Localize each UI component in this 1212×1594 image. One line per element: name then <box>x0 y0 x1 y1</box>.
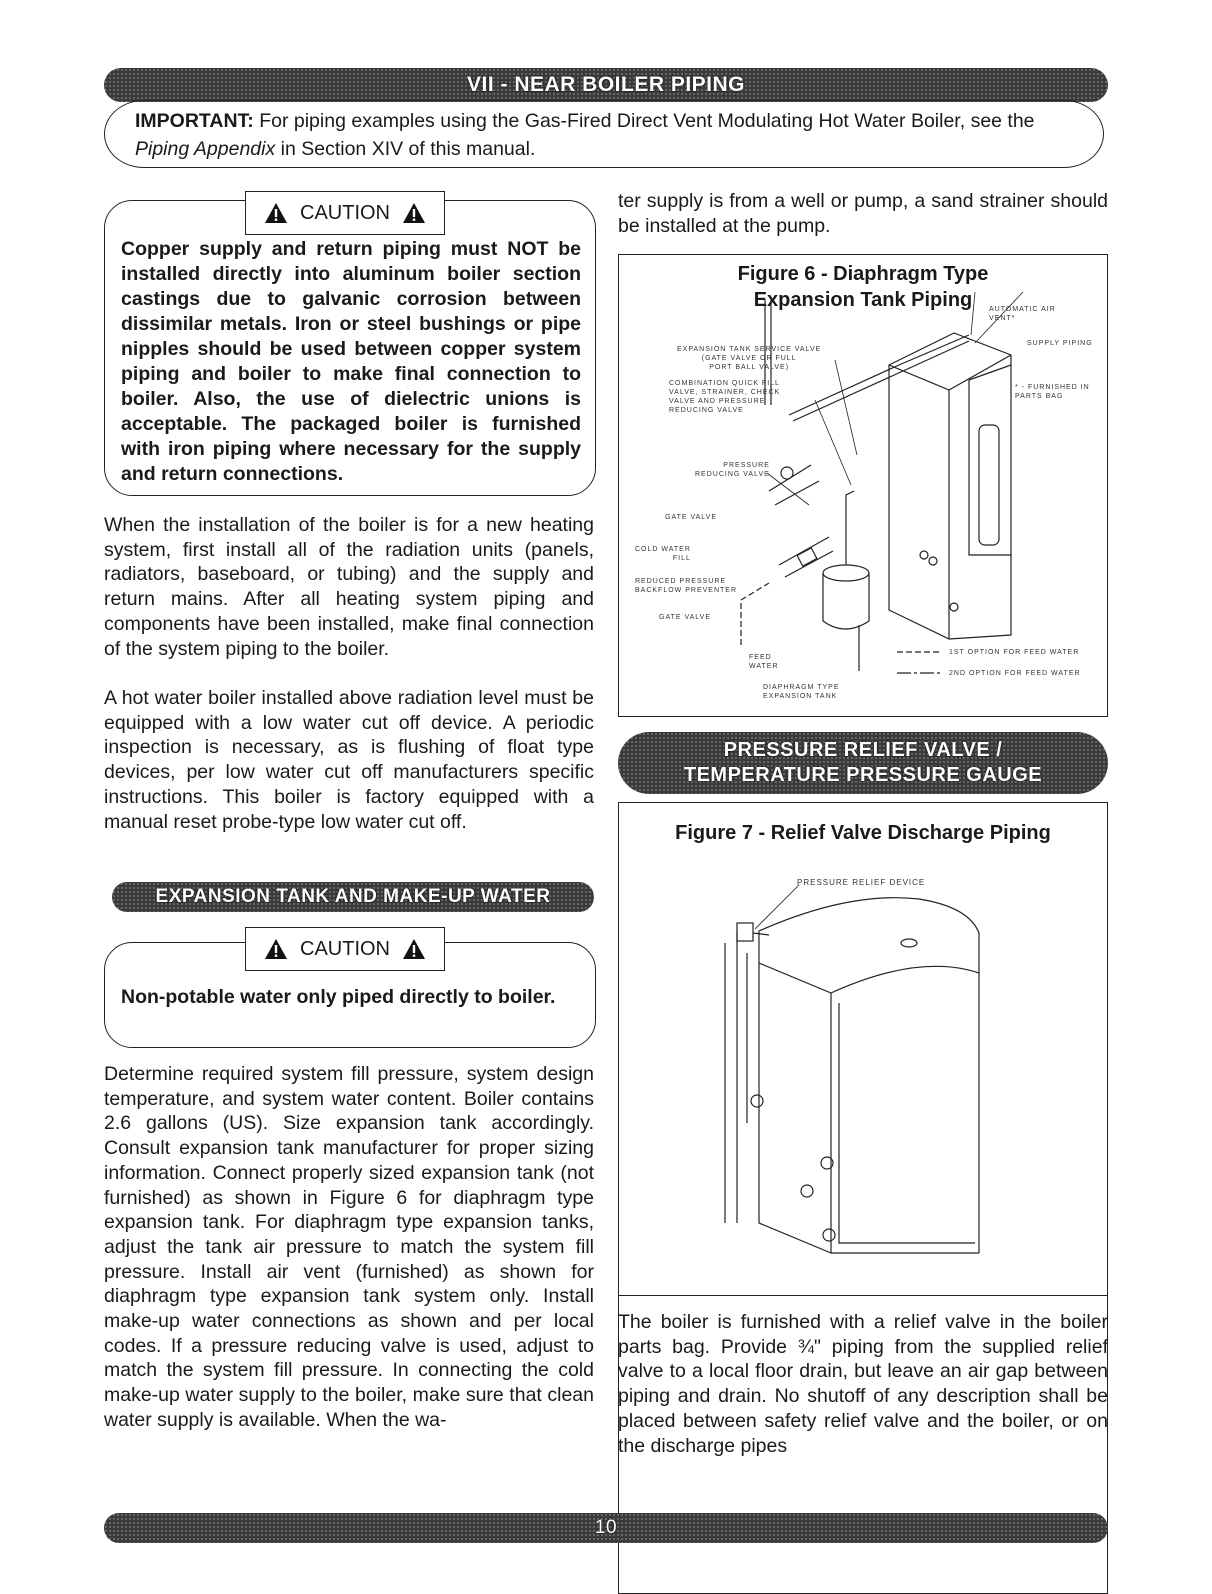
section-banner <box>104 68 1108 102</box>
label-pressure-relief-device: PRESSURE RELIEF DEVICE <box>797 878 926 887</box>
relief-heading-line-2: TEMPERATURE PRESSURE GAUGE <box>683 764 1043 786</box>
warning-icon <box>402 202 426 224</box>
para-relief: The boiler is furnished with a relief valve in the boiler parts bag. Provide ¾" piping from the supplied relief valve to a local floor drain, but leave an air gap between piping and drain. No shutoff of any description shall be placed between safety relief valve and the boiler, or on the discharge pipes <box>618 1311 1108 1457</box>
relief-valve-diagram <box>619 803 1109 1297</box>
para-low-water: A hot water boiler installed above radiation level must be equipped with a low water cut off device. A periodic inspection is necessary, as is flushing of float type devices, per low water cut off manufacturers specific instructions. This boiler is factory equipped with a manual reset probe-type low water cut off. <box>104 687 594 833</box>
caution-copper-text: Copper supply and return piping must NOT be installed directly into aluminum boiler section castings due to galvanic corrosion between dissimilar metals. Iron or steel bushings or pipe nipples should be used between copper system piping and boiler to make final connection to boiler. Also, the use of dielectric unions is acceptable. The packaged boiler is furnished with iron piping where necessary for the supply and return connections. <box>121 238 581 485</box>
warning-icon <box>264 938 288 960</box>
relief-heading-line-1: PRESSURE RELIEF VALVE / <box>723 739 1003 761</box>
page-number-banner <box>104 1513 1108 1543</box>
para-fill-pressure: Determine required system fill pressure, system design temperature, and system water content. Boiler contains 2.6 gallons (US). Size expansion tank accordingly. Consult expansion tank manufacturer for proper sizing information. Connect properly sized expansion tank (not furnished) as shown in Figure 6 for diaphragm type expansion tank. For diaphragm type expansion tanks, adjust the tank air pressure to match the system fill pressure. Install air vent (furnished) as shown for diaphragm type expansion tank system only. Install make-up water connections as shown and per local codes. If a pressure reducing valve is used, adjust to match the system fill pressure. In connecting the cold make-up water supply to the boiler, make sure that clean water supply is available. When the wa- <box>104 1063 594 1431</box>
label-gate-valve-2: GATE VALVE <box>659 614 712 621</box>
caution-nonpotable-text: Non-potable water only piped directly to boiler. <box>121 986 556 1008</box>
label-gate-valve-1: GATE VALVE <box>665 514 718 521</box>
caution-box-nonpotable <box>104 937 596 1048</box>
figure-6-title-2: Expansion Tank Piping <box>753 289 973 311</box>
label-air-vent: AUTOMATIC AIR VENT* <box>989 306 1056 322</box>
label-cold-water: COLD WATER FILL <box>635 546 691 562</box>
figure-6-title-1: Figure 6 - Diaphragm Type <box>737 263 989 285</box>
para-well: ter supply is from a well or pump, a sand strainer should be installed at the pump. <box>618 190 1108 237</box>
expansion-heading <box>112 882 594 912</box>
label-service-valve: EXPANSION TANK SERVICE VALVE (GATE VALVE OR FULL PORT BALL VALVE) <box>677 346 822 371</box>
warning-icon <box>264 202 288 224</box>
label-combination: COMBINATION QUICK FILL VALVE, STRAINER, CHECK VALVE AND PRESSURE REDUCING VALVE <box>669 380 781 414</box>
caution-tag <box>245 191 445 235</box>
warning-icon <box>402 938 426 960</box>
para-new-system: When the installation of the boiler is for a new heating system, first install all of the radiation units (panels, radiators, baseboard, or tubing) and the supply and return mains. After all heating system piping and components have been installed, make final connection of the system piping to the boiler. <box>104 514 594 660</box>
important-text-after: in Section XIV of this manual. <box>275 138 536 160</box>
figure-6 <box>618 254 1108 717</box>
label-backflow: REDUCED PRESSURE BACKFLOW PREVENTER <box>635 578 738 594</box>
piping-appendix-ref: Piping Appendix <box>135 138 276 160</box>
important-text-before: For piping examples using the Gas-Fired Direct Vent Modulating Hot Water Boiler, see the <box>253 110 1035 132</box>
figure-7-box <box>618 802 1108 1296</box>
label-supply-piping: SUPPLY PIPING <box>1027 340 1093 347</box>
caution-box-copper <box>104 200 596 496</box>
expansion-heading-text: EXPANSION TANK AND MAKE-UP WATER <box>155 886 551 907</box>
important-label: IMPORTANT: <box>135 110 254 132</box>
figure-7-title: Figure 7 - Relief Valve Discharge Piping <box>675 822 1051 844</box>
caution-label: CAUTION <box>300 937 390 960</box>
label-diaphragm-tank: DIAPHRAGM TYPE EXPANSION TANK <box>763 684 840 700</box>
label-prv: PRESSURE REDUCING VALVE <box>695 462 770 478</box>
caution-tag <box>245 927 445 971</box>
label-option-2: 2ND OPTION FOR FEED WATER <box>949 670 1081 677</box>
relief-valve-heading <box>618 732 1108 794</box>
important-note <box>104 100 1104 168</box>
label-furnished: * - FURNISHED IN PARTS BAG <box>1015 384 1090 400</box>
section-title: VII - NEAR BOILER PIPING <box>466 73 746 96</box>
label-option-1: 1ST OPTION FOR FEED WATER <box>949 649 1080 656</box>
caution-label: CAUTION <box>300 201 390 224</box>
label-feed-water: FEED WATER <box>749 654 779 670</box>
page-number: 10 <box>594 1517 618 1538</box>
